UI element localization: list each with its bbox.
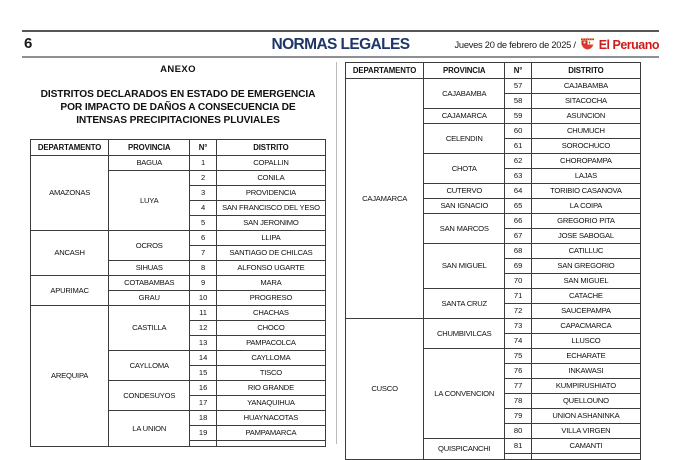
cell-distrito: QUELLOUNO: [531, 394, 640, 409]
cell-provincia: SAN MIGUEL: [424, 244, 505, 289]
cell-distrito: [531, 454, 640, 460]
cell-provincia: SIHUAS: [109, 261, 190, 276]
table-header-row: [346, 63, 641, 79]
cell-distrito: LLIPA: [216, 231, 325, 246]
cell-distrito: SOROCHUCO: [531, 139, 640, 154]
cell-provincia: CELENDIN: [424, 124, 505, 154]
column-header-provincia: PROVINCIA: [109, 140, 190, 156]
left-column: [30, 62, 326, 447]
table-row: [31, 276, 326, 291]
cell-provincia: GRAU: [109, 291, 190, 306]
table-row: [346, 79, 641, 94]
cell-numero: 3: [190, 186, 217, 201]
cell-distrito: YANAQUIHUA: [216, 396, 325, 411]
cell-distrito: CHOCO: [216, 321, 325, 336]
cell-distrito: KUMPIRUSHIATO: [531, 379, 640, 394]
cell-numero: 80: [505, 424, 532, 439]
cell-numero: 60: [505, 124, 532, 139]
cell-provincia: LA UNION: [109, 411, 190, 447]
cell-numero: 18: [190, 411, 217, 426]
cell-distrito: COPALLIN: [216, 156, 325, 171]
cell-provincia: CHOTA: [424, 154, 505, 184]
cell-numero: 4: [190, 201, 217, 216]
column-header-numero: N°: [505, 63, 532, 79]
cell-distrito: ASUNCION: [531, 109, 640, 124]
cell-numero: 69: [505, 259, 532, 274]
cell-distrito: CATILLUC: [531, 244, 640, 259]
cell-numero: 8: [190, 261, 217, 276]
cell-distrito: HUAYNACOTAS: [216, 411, 325, 426]
cell-numero: 9: [190, 276, 217, 291]
masthead-title: NORMAS LEGALES: [271, 36, 410, 53]
cell-numero: 7: [190, 246, 217, 261]
cell-numero: 75: [505, 349, 532, 364]
right-column: [345, 62, 641, 460]
cell-distrito: CHACHAS: [216, 306, 325, 321]
cell-numero: 59: [505, 109, 532, 124]
cell-distrito: SAN FRANCISCO DEL YESO: [216, 201, 325, 216]
cell-provincia: CAJABAMBA: [424, 79, 505, 109]
column-header-departamento: DEPARTAMENTO: [31, 140, 109, 156]
cell-numero: 64: [505, 184, 532, 199]
cell-provincia: LA CONVENCION: [424, 349, 505, 439]
cell-distrito: SANTIAGO DE CHILCAS: [216, 246, 325, 261]
cell-distrito: JOSE SABOGAL: [531, 229, 640, 244]
header-rule-bottom: [22, 56, 659, 58]
cell-numero: 67: [505, 229, 532, 244]
cell-numero: 6: [190, 231, 217, 246]
issue-date: Jueves 20 de febrero de 2025 /: [454, 40, 576, 50]
cell-numero: 11: [190, 306, 217, 321]
cell-distrito: CAJABAMBA: [531, 79, 640, 94]
cell-distrito: TISCO: [216, 366, 325, 381]
districts-table-left: [30, 139, 326, 447]
cell-numero: 71: [505, 289, 532, 304]
cell-departamento: CUSCO: [346, 319, 424, 460]
column-header-distrito: DISTRITO: [216, 140, 325, 156]
page-header: [22, 30, 659, 58]
cell-numero: [505, 454, 532, 460]
cell-numero: 78: [505, 394, 532, 409]
cell-numero: 79: [505, 409, 532, 424]
cell-distrito: SAN GREGORIO: [531, 259, 640, 274]
cell-provincia: CASTILLA: [109, 306, 190, 351]
cell-numero: 61: [505, 139, 532, 154]
cell-numero: 70: [505, 274, 532, 289]
table-row: [31, 156, 326, 171]
cell-distrito: PAMPAMARCA: [216, 426, 325, 441]
cell-departamento: AREQUIPA: [31, 306, 109, 447]
cell-provincia: SANTA CRUZ: [424, 289, 505, 319]
cell-distrito: LAJAS: [531, 169, 640, 184]
annex-title-line-3: INTENSAS PRECIPITACIONES PLUVIALES: [76, 115, 280, 126]
left-table-body: [31, 156, 326, 447]
cell-distrito: RIO GRANDE: [216, 381, 325, 396]
cell-distrito: ALFONSO UGARTE: [216, 261, 325, 276]
cell-distrito: PAMPACOLCA: [216, 336, 325, 351]
cell-provincia: CAJAMARCA: [424, 109, 505, 124]
cell-distrito: CAYLLOMA: [216, 351, 325, 366]
cell-numero: 77: [505, 379, 532, 394]
cell-distrito: SITACOCHA: [531, 94, 640, 109]
cell-provincia: COTABAMBAS: [109, 276, 190, 291]
cell-numero: 65: [505, 199, 532, 214]
annex-title-line-2: POR IMPACTO DE DAÑOS A CONSECUENCIA DE: [60, 102, 296, 113]
header-right-group: [455, 37, 660, 53]
cell-provincia: CAYLLOMA: [109, 351, 190, 381]
cell-numero: 66: [505, 214, 532, 229]
table-row: [31, 306, 326, 321]
cell-distrito: SAN JERONIMO: [216, 216, 325, 231]
cell-distrito: UNION ASHANINKA: [531, 409, 640, 424]
cell-distrito: GREGORIO PITA: [531, 214, 640, 229]
cell-distrito: ECHARATE: [531, 349, 640, 364]
cell-numero: 62: [505, 154, 532, 169]
cell-numero: 63: [505, 169, 532, 184]
annex-title-line-1: DISTRITOS DECLARADOS EN ESTADO DE EMERGENCIA: [40, 89, 316, 100]
cell-distrito: CAPACMARCA: [531, 319, 640, 334]
table-header-row: [31, 140, 326, 156]
cell-numero: 15: [190, 366, 217, 381]
cell-numero: 2: [190, 171, 217, 186]
cell-distrito: SAUCEPAMPA: [531, 304, 640, 319]
cell-numero: 74: [505, 334, 532, 349]
cell-distrito: PROGRESO: [216, 291, 325, 306]
column-divider: [336, 62, 337, 444]
cell-numero: 81: [505, 439, 532, 454]
cell-provincia: BAGUA: [109, 156, 190, 171]
cell-numero: 1: [190, 156, 217, 171]
cell-distrito: CATACHE: [531, 289, 640, 304]
cell-numero: 13: [190, 336, 217, 351]
cell-numero: 57: [505, 79, 532, 94]
cell-numero: 12: [190, 321, 217, 336]
cell-numero: 58: [505, 94, 532, 109]
cell-numero: 10: [190, 291, 217, 306]
cell-numero: 76: [505, 364, 532, 379]
districts-table-right: [345, 62, 641, 460]
cell-distrito: SAN MIGUEL: [531, 274, 640, 289]
cell-distrito: CONILA: [216, 171, 325, 186]
cell-departamento: AMAZONAS: [31, 156, 109, 231]
cell-distrito: PROVIDENCIA: [216, 186, 325, 201]
cell-distrito: INKAWASI: [531, 364, 640, 379]
cell-provincia: QUISPICANCHI: [424, 439, 505, 460]
cell-departamento: CAJAMARCA: [346, 79, 424, 319]
cell-distrito: CHOROPAMPA: [531, 154, 640, 169]
cell-distrito: VILLA VIRGEN: [531, 424, 640, 439]
column-header-numero: N°: [190, 140, 217, 156]
cell-provincia: CHUMBIVILCAS: [424, 319, 505, 349]
cell-departamento: ANCASH: [31, 231, 109, 276]
peru-coat-of-arms-icon: [579, 37, 596, 53]
cell-numero: 17: [190, 396, 217, 411]
cell-distrito: CAMANTI: [531, 439, 640, 454]
cell-numero: 72: [505, 304, 532, 319]
cell-provincia: LUYA: [109, 171, 190, 231]
annex-label: ANEXO: [160, 64, 196, 75]
column-header-distrito: DISTRITO: [531, 63, 640, 79]
column-header-departamento: DEPARTAMENTO: [346, 63, 424, 79]
cell-departamento: APURIMAC: [31, 276, 109, 306]
cell-distrito: LLUSCO: [531, 334, 640, 349]
column-header-provincia: PROVINCIA: [424, 63, 505, 79]
page-number: 6: [24, 35, 33, 52]
cell-numero: 19: [190, 426, 217, 441]
cell-numero: 5: [190, 216, 217, 231]
cell-numero: 73: [505, 319, 532, 334]
cell-distrito: TORIBIO CASANOVA: [531, 184, 640, 199]
cell-distrito: LA COIPA: [531, 199, 640, 214]
right-table-body: [346, 79, 641, 460]
header-rule-top: [22, 30, 659, 32]
cell-provincia: CONDESUYOS: [109, 381, 190, 411]
annex-title: [30, 88, 326, 127]
cell-provincia: CUTERVO: [424, 184, 505, 199]
cell-provincia: SAN IGNACIO: [424, 199, 505, 214]
cell-numero: 16: [190, 381, 217, 396]
brand-name: El Peruano: [598, 38, 659, 52]
cell-provincia: OCROS: [109, 231, 190, 261]
cell-provincia: SAN MARCOS: [424, 214, 505, 244]
cell-numero: 14: [190, 351, 217, 366]
cell-distrito: CHUMUCH: [531, 124, 640, 139]
cell-numero: 68: [505, 244, 532, 259]
cell-distrito: MARA: [216, 276, 325, 291]
table-row: [31, 231, 326, 246]
table-row: [346, 319, 641, 334]
